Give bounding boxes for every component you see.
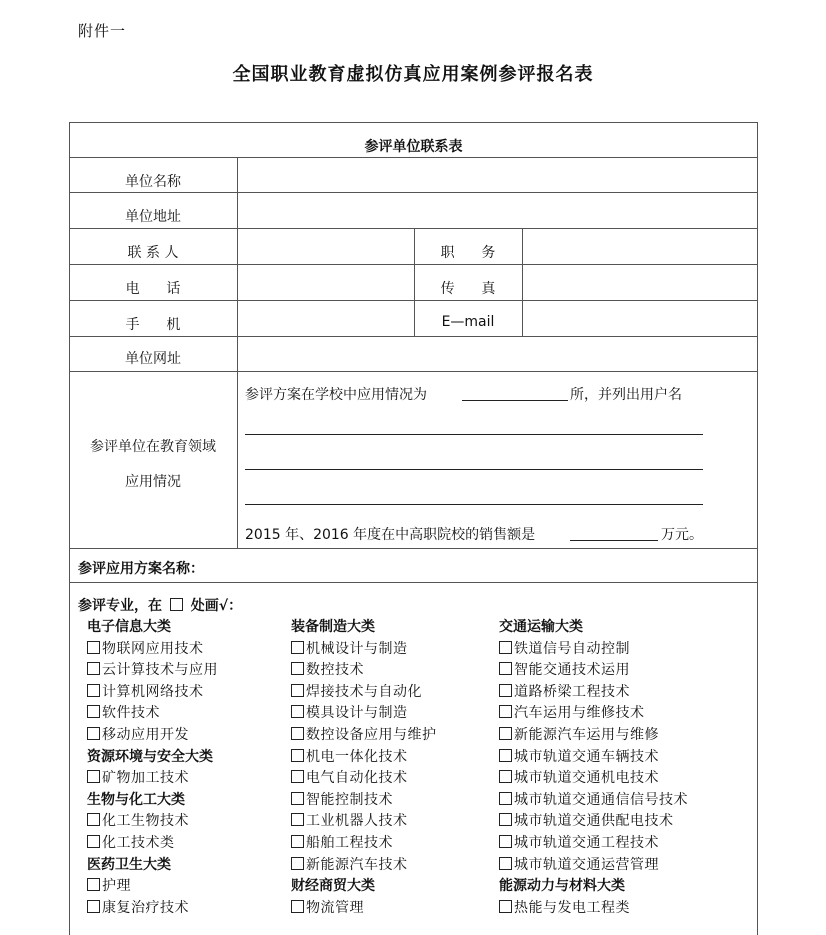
unit-address-field[interactable] bbox=[239, 194, 756, 227]
fax-field[interactable] bbox=[524, 266, 756, 299]
major-option-label: 模具设计与制造 bbox=[306, 705, 408, 722]
scheme-name-field[interactable] bbox=[230, 550, 750, 580]
checkbox-icon[interactable] bbox=[291, 705, 304, 718]
unit-name-label: 单位名称 bbox=[125, 174, 181, 190]
row-divider bbox=[69, 192, 758, 193]
contact-field[interactable] bbox=[239, 230, 413, 263]
contact-label: 联 系 人 bbox=[127, 245, 179, 261]
major-column-2 bbox=[291, 617, 437, 919]
major-option[interactable] bbox=[87, 833, 218, 855]
major-option-label: 热能与发电工程类 bbox=[514, 899, 630, 916]
major-option-label: 新能源汽车技术 bbox=[306, 856, 408, 873]
major-column-1 bbox=[87, 617, 218, 919]
major-option[interactable] bbox=[499, 768, 688, 790]
sales-text-part1: 2015 年、2016 年度在中高职院校的销售额是 bbox=[245, 527, 536, 543]
user-list-line[interactable] bbox=[245, 434, 703, 435]
major-option-label: 汽车运用与维修技术 bbox=[514, 705, 645, 722]
major-option[interactable] bbox=[499, 833, 688, 855]
checkbox-icon[interactable] bbox=[291, 770, 304, 783]
row-divider bbox=[69, 371, 758, 372]
major-option[interactable] bbox=[499, 790, 688, 812]
major-option-label: 新能源汽车运用与维修 bbox=[514, 726, 659, 743]
major-option[interactable] bbox=[87, 768, 218, 790]
checkbox-icon[interactable] bbox=[291, 727, 304, 740]
usage-text-part1: 参评方案在学校中应用情况为 bbox=[245, 387, 427, 403]
major-option-label: 移动应用开发 bbox=[102, 726, 189, 743]
major-option-label: 物流管理 bbox=[306, 899, 364, 916]
checkbox-icon[interactable] bbox=[499, 813, 512, 826]
school-count-blank[interactable] bbox=[462, 400, 568, 401]
usage-text-part2: 所，并列出用户名 bbox=[570, 387, 682, 403]
category-title: 电子信息大类 bbox=[87, 619, 171, 635]
major-option-label: 电气自动化技术 bbox=[306, 770, 408, 787]
major-option[interactable] bbox=[291, 660, 437, 682]
major-option-label: 道路桥梁工程技术 bbox=[514, 683, 630, 700]
usage-label-line2: 应用情况 bbox=[125, 474, 181, 490]
major-option[interactable] bbox=[87, 725, 218, 747]
section-title: 参评单位联系表 bbox=[364, 139, 463, 155]
checkbox-icon[interactable] bbox=[499, 684, 512, 697]
major-option[interactable] bbox=[291, 682, 437, 704]
major-column-3 bbox=[499, 617, 688, 919]
major-option-label: 智能控制技术 bbox=[306, 791, 393, 808]
checkbox-icon[interactable] bbox=[499, 749, 512, 762]
checkbox-icon[interactable] bbox=[87, 641, 100, 654]
category-title: 医药卫生大类 bbox=[87, 856, 171, 873]
category-title: 能源动力与材料大类 bbox=[499, 878, 625, 895]
major-option[interactable] bbox=[499, 725, 688, 747]
major-option[interactable] bbox=[291, 855, 437, 877]
mobile-label: 手 机 bbox=[125, 317, 181, 333]
checkbox-icon[interactable] bbox=[499, 770, 512, 783]
checkbox-icon[interactable] bbox=[291, 662, 304, 675]
sales-amount-blank[interactable] bbox=[570, 540, 658, 541]
checkbox-icon[interactable] bbox=[499, 900, 512, 913]
major-prompt-text: 参评专业，在 bbox=[78, 598, 162, 614]
form-title: 全国职业教育虚拟仿真应用案例参评报名表 bbox=[232, 64, 594, 85]
major-option[interactable] bbox=[291, 703, 437, 725]
major-option[interactable] bbox=[291, 898, 437, 920]
major-option-label: 铁道信号自动控制 bbox=[514, 640, 630, 657]
checkbox-icon[interactable] bbox=[87, 878, 100, 891]
major-option-label: 化工技术类 bbox=[102, 834, 175, 851]
unit-name-field[interactable] bbox=[239, 158, 756, 191]
user-list-line[interactable] bbox=[245, 504, 703, 505]
checkbox-icon[interactable] bbox=[87, 727, 100, 740]
checkbox-icon[interactable] bbox=[291, 835, 304, 848]
major-option-label: 城市轨道交通供配电技术 bbox=[514, 813, 674, 830]
user-list-line[interactable] bbox=[245, 469, 703, 470]
phone-label: 电 话 bbox=[125, 281, 181, 297]
major-option[interactable] bbox=[87, 682, 218, 704]
major-option-label: 软件技术 bbox=[102, 705, 160, 722]
checkbox-icon[interactable] bbox=[291, 900, 304, 913]
checkbox-icon[interactable] bbox=[291, 813, 304, 826]
major-option-label: 城市轨道交通通信信号技术 bbox=[514, 791, 688, 808]
column-divider bbox=[237, 157, 238, 548]
category-title: 财经商贸大类 bbox=[291, 878, 375, 895]
major-option-label: 康复治疗技术 bbox=[102, 899, 189, 916]
row-divider bbox=[69, 548, 758, 549]
major-option[interactable] bbox=[499, 747, 688, 769]
unit-address-label: 单位地址 bbox=[125, 209, 181, 225]
major-option-label: 机电一体化技术 bbox=[306, 748, 408, 765]
row-divider bbox=[69, 336, 758, 337]
major-option[interactable] bbox=[499, 682, 688, 704]
major-option-label: 矿物加工技术 bbox=[102, 770, 189, 787]
major-option-label: 数控设备应用与维护 bbox=[306, 726, 437, 743]
major-option-label: 机械设计与制造 bbox=[306, 640, 408, 657]
checkbox-icon[interactable] bbox=[87, 813, 100, 826]
checkbox-icon[interactable] bbox=[87, 770, 100, 783]
major-option[interactable] bbox=[291, 833, 437, 855]
usage-label-line1: 参评单位在教育领域 bbox=[90, 439, 216, 455]
major-option-label: 数控技术 bbox=[306, 662, 364, 679]
major-option[interactable] bbox=[291, 747, 437, 769]
checkbox-icon[interactable] bbox=[499, 727, 512, 740]
major-option-label: 城市轨道交通车辆技术 bbox=[514, 748, 659, 765]
major-option[interactable] bbox=[87, 876, 218, 898]
email-field[interactable] bbox=[524, 302, 756, 335]
major-option[interactable] bbox=[499, 660, 688, 682]
major-option[interactable] bbox=[499, 639, 688, 661]
category-title: 装备制造大类 bbox=[291, 619, 375, 635]
major-prompt bbox=[78, 595, 242, 615]
major-option-label: 城市轨道交通机电技术 bbox=[514, 770, 659, 787]
major-option-label: 城市轨道交通运营管理 bbox=[514, 856, 659, 873]
major-option[interactable] bbox=[291, 811, 437, 833]
major-option-label: 工业机器人技术 bbox=[306, 813, 408, 830]
checkbox-icon[interactable] bbox=[87, 835, 100, 848]
checkbox-icon[interactable] bbox=[499, 835, 512, 848]
category-title: 交通运输大类 bbox=[499, 619, 583, 635]
website-field[interactable] bbox=[239, 338, 756, 371]
checkbox-icon[interactable] bbox=[499, 857, 512, 870]
major-option[interactable] bbox=[291, 768, 437, 790]
major-option-label: 城市轨道交通工程技术 bbox=[514, 834, 659, 851]
position-field[interactable] bbox=[524, 230, 756, 263]
major-option-label: 物联网应用技术 bbox=[102, 640, 204, 657]
major-option-label: 智能交通技术运用 bbox=[514, 662, 630, 679]
checkbox-icon[interactable] bbox=[291, 792, 304, 805]
category-title: 资源环境与安全大类 bbox=[87, 748, 213, 765]
major-option[interactable] bbox=[499, 703, 688, 725]
major-option[interactable] bbox=[499, 811, 688, 833]
checkbox-icon[interactable] bbox=[291, 641, 304, 654]
website-label: 单位网址 bbox=[125, 351, 181, 367]
major-option[interactable] bbox=[291, 639, 437, 661]
major-option-label: 焊接技术与自动化 bbox=[306, 683, 422, 700]
major-option[interactable] bbox=[87, 703, 218, 725]
major-option-label: 计算机网络技术 bbox=[102, 683, 204, 700]
row-divider bbox=[69, 582, 758, 583]
checkbox-icon[interactable] bbox=[499, 641, 512, 654]
scheme-name-label: 参评应用方案名称： bbox=[78, 561, 204, 577]
major-option[interactable] bbox=[87, 898, 218, 920]
sales-text-part2: 万元。 bbox=[661, 527, 703, 543]
checkbox-icon[interactable] bbox=[87, 900, 100, 913]
checkbox-icon bbox=[170, 598, 183, 611]
major-option[interactable] bbox=[87, 660, 218, 682]
checkbox-icon[interactable] bbox=[499, 662, 512, 675]
category-title: 生物与化工大类 bbox=[87, 791, 185, 808]
major-option-label: 云计算技术与应用 bbox=[102, 662, 218, 679]
major-prompt-text: 处画√： bbox=[190, 598, 243, 614]
checkbox-icon[interactable] bbox=[87, 662, 100, 675]
major-option-label: 化工生物技术 bbox=[102, 813, 189, 830]
column-divider bbox=[522, 228, 523, 336]
major-option[interactable] bbox=[499, 898, 688, 920]
mobile-field[interactable] bbox=[239, 302, 413, 335]
attachment-label: 附件一 bbox=[78, 22, 127, 40]
checkbox-icon[interactable] bbox=[499, 705, 512, 718]
major-option[interactable] bbox=[499, 855, 688, 877]
major-option[interactable] bbox=[291, 725, 437, 747]
email-label: E—mail bbox=[441, 314, 495, 330]
phone-field[interactable] bbox=[239, 266, 413, 299]
major-option-label: 船舶工程技术 bbox=[306, 834, 393, 851]
checkbox-icon[interactable] bbox=[87, 684, 100, 697]
major-option[interactable] bbox=[87, 811, 218, 833]
checkbox-icon[interactable] bbox=[87, 705, 100, 718]
checkbox-icon[interactable] bbox=[291, 857, 304, 870]
position-label: 职 务 bbox=[440, 245, 496, 261]
major-option[interactable] bbox=[87, 639, 218, 661]
checkbox-icon[interactable] bbox=[291, 749, 304, 762]
fax-label: 传 真 bbox=[440, 281, 496, 297]
major-option[interactable] bbox=[291, 790, 437, 812]
major-option-label: 护理 bbox=[102, 878, 131, 895]
checkbox-icon[interactable] bbox=[291, 684, 304, 697]
checkbox-icon[interactable] bbox=[499, 792, 512, 805]
